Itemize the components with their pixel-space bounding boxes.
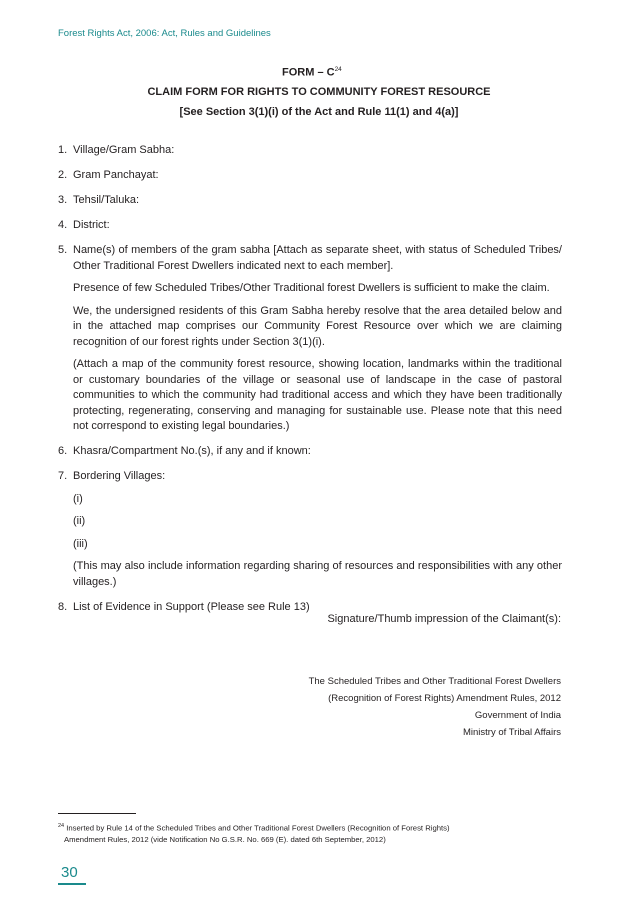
item-label: List of Evidence in Support (Please see Rule 13) [73, 600, 310, 613]
item-label: District: [73, 219, 110, 231]
form-title [282, 66, 342, 79]
item-label: Bordering Villages: [73, 470, 166, 482]
item-khasra [58, 444, 562, 460]
item-tehsil [58, 193, 562, 209]
footnote-mark: 24 [58, 823, 65, 829]
section-reference: [See Section 3(1)(i) of the Act and Rule 11(1) and 4(a)] [179, 106, 459, 118]
item-paragraph: We, the undersigned residents of this Gram Sabha hereby resolve that the area detailed below and in the attached map comprises our Community Forest Resource over which we are claiming recognition of our forest rights under Section 3(1)(i). [73, 304, 562, 348]
footnote-text: Inserted by Rule 14 of the Scheduled Tribes and Other Traditional Forest Dwellers (Recognition of Forest Rights) [66, 823, 450, 833]
item-number: 6. [58, 445, 68, 457]
page-number-underline [58, 883, 86, 885]
item-paragraph: Presence of few Scheduled Tribes/Other Traditional forest Dwellers is sufficient to make the claim. [73, 282, 550, 294]
item-number: 4. [58, 219, 68, 231]
claim-form-title: CLAIM FORM FOR RIGHTS TO COMMUNITY FOREST RESOURCE [147, 86, 491, 98]
form-title-footnote-mark: 24 [334, 66, 342, 73]
item-note: (This may also include information regarding sharing of resources and responsibilities with any other villages.) [73, 560, 562, 588]
running-header: Forest Rights Act, 2006: Act, Rules and Guidelines [58, 28, 271, 39]
footnote-text-continued: Amendment Rules, 2012 (vide Notification No G.S.R. No. 669 (E). dated 6th September, 2012) [64, 835, 386, 845]
sub-item: (i) [73, 492, 83, 505]
item-number: 5. [58, 244, 68, 256]
item-label: Tehsil/Taluka: [73, 194, 140, 206]
item-number: 7. [58, 470, 68, 482]
item-number: 8. [58, 600, 68, 613]
form-items [58, 143, 562, 625]
item-label: Gram Panchayat: [73, 169, 159, 181]
item-gram-panchayat [58, 168, 562, 184]
item-gram-sabha-members [58, 243, 562, 435]
authority-line: (Recognition of Forest Rights) Amendment Rules, 2012 [328, 693, 561, 704]
authority-block [309, 673, 561, 741]
page-number: 30 [61, 864, 78, 881]
authority-line: Ministry of Tribal Affairs [462, 727, 561, 738]
item-label: Village/Gram Sabha: [73, 144, 175, 156]
item-number: 3. [58, 194, 68, 206]
footnote [58, 821, 562, 846]
item-paragraph: Name(s) of members of the gram sabha [Attach as separate sheet, with status of Scheduled Tribes/ Other Traditional Forest Dwellers indicated next to each member]. [73, 244, 562, 272]
item-label: Khasra/Compartment No.(s), if any and if known: [73, 445, 311, 457]
item-number: 2. [58, 169, 68, 181]
footnote-divider [58, 813, 136, 814]
signature-label: Signature/Thumb impression of the Claimant(s): [327, 613, 561, 625]
item-paragraph: (Attach a map of the community forest resource, showing location, landmarks within the traditional or customary boundaries of the village or seasonal use of landscape in the case of pastoral communities to which the community had traditional access and which they have been traditionally protecting, regenerating, conserving and managing for sustainable use. Please note that this need not correspond to existing legal boundaries.) [73, 358, 562, 432]
item-number: 1. [58, 144, 68, 156]
authority-line: Government of India [474, 710, 561, 721]
item-bordering-villages [58, 469, 562, 590]
sub-item: (ii) [73, 515, 86, 527]
sub-item: (iii) [73, 537, 88, 550]
item-district [58, 218, 562, 234]
form-title-text: FORM – C [282, 66, 335, 79]
item-village [58, 143, 562, 159]
authority-line: The Scheduled Tribes and Other Traditional Forest Dwellers [308, 676, 561, 687]
